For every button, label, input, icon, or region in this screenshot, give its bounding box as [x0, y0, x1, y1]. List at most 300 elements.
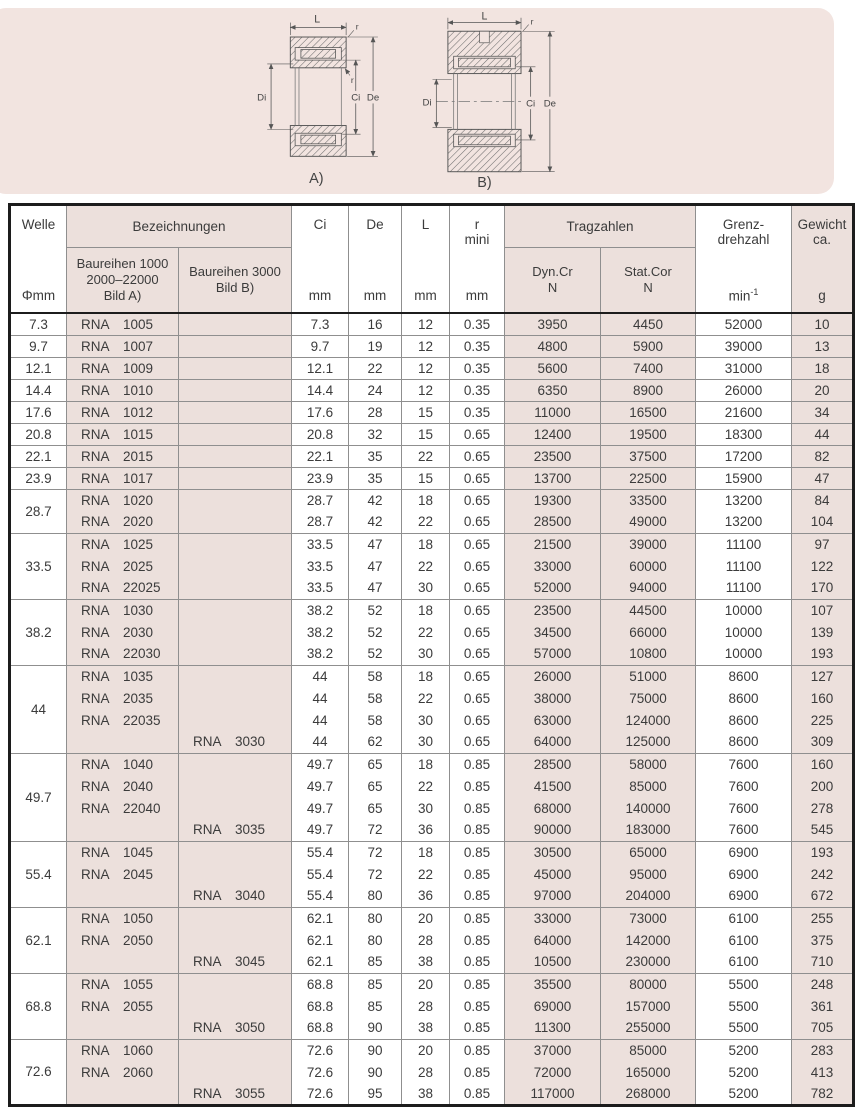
ci-value: 68.8	[292, 1017, 349, 1039]
designation-a	[67, 555, 179, 577]
de-value: 85	[349, 995, 402, 1017]
dyn-load-value: 33000	[505, 907, 601, 929]
designation-b	[179, 665, 292, 687]
designation-number: 1010	[123, 382, 154, 398]
limit-speed-value: 13200	[696, 511, 792, 533]
dyn-load-value: 23500	[505, 599, 601, 621]
designation-a	[67, 1039, 179, 1061]
header-row-1	[10, 205, 854, 248]
de-value: 58	[349, 687, 402, 709]
l-value: 36	[402, 819, 450, 841]
weight-value: 309	[792, 731, 854, 753]
designation-number: 1040	[123, 756, 154, 772]
stat-load-value: 19500	[601, 423, 696, 445]
ci-value: 44	[292, 709, 349, 731]
de-value: 80	[349, 929, 402, 951]
l-value: 18	[402, 665, 450, 687]
r-min-value: 0.35	[450, 357, 505, 379]
dim-label-l-b: L	[481, 12, 488, 23]
limit-speed-value: 11100	[696, 555, 792, 577]
designation-prefix: RNA	[193, 954, 222, 970]
designation-b	[179, 643, 292, 665]
weight-value: 84	[792, 489, 854, 511]
r-min-value: 0.65	[450, 687, 505, 709]
table-row	[10, 379, 854, 401]
welle-value: 14.4	[10, 379, 67, 401]
dyn-load-value: 57000	[505, 643, 601, 665]
designation-prefix: RNA	[81, 382, 110, 398]
l-value: 30	[402, 797, 450, 819]
welle-value: 7.3	[10, 313, 67, 335]
table-row	[10, 401, 854, 423]
designation-a	[67, 577, 179, 599]
weight-value: 200	[792, 775, 854, 797]
dyn-load-value: 68000	[505, 797, 601, 819]
welle-value: 23.9	[10, 467, 67, 489]
designation-number: 2045	[123, 866, 154, 882]
weight-value: 47	[792, 467, 854, 489]
designation-prefix: RNA	[81, 624, 110, 640]
ci-value: 20.8	[292, 423, 349, 445]
table-row	[10, 731, 854, 753]
r-min-value: 0.85	[450, 819, 505, 841]
weight-value: 782	[792, 1083, 854, 1105]
l-value: 30	[402, 577, 450, 599]
l-value: 15	[402, 401, 450, 423]
stat-load-value: 165000	[601, 1061, 696, 1083]
l-value: 22	[402, 775, 450, 797]
limit-speed-value: 6900	[696, 863, 792, 885]
header-welle: Welle Φmm	[10, 205, 67, 314]
r-min-value: 0.35	[450, 313, 505, 335]
de-value: 42	[349, 511, 402, 533]
dyn-load-value: 12400	[505, 423, 601, 445]
designation-number: 3035	[235, 822, 266, 838]
table-row	[10, 423, 854, 445]
designation-number: 3030	[235, 734, 266, 750]
designation-a	[67, 1061, 179, 1083]
designation-a	[67, 533, 179, 555]
designation-prefix: RNA	[193, 822, 222, 838]
table-row	[10, 797, 854, 819]
ci-value: 33.5	[292, 555, 349, 577]
stat-load-value: 33500	[601, 489, 696, 511]
dyn-load-value: 97000	[505, 885, 601, 907]
r-min-value: 0.65	[450, 621, 505, 643]
weight-value: 97	[792, 533, 854, 555]
weight-value: 225	[792, 709, 854, 731]
designation-number: 22030	[123, 646, 161, 662]
dyn-load-value: 28500	[505, 753, 601, 775]
ci-value: 28.7	[292, 489, 349, 511]
table-row	[10, 665, 854, 687]
r-min-value: 0.85	[450, 841, 505, 863]
designation-number: 1012	[123, 404, 154, 420]
limit-speed-value: 6900	[696, 841, 792, 863]
limit-speed-value: 5200	[696, 1061, 792, 1083]
designation-b	[179, 995, 292, 1017]
r-min-value: 0.35	[450, 379, 505, 401]
weight-value: 44	[792, 423, 854, 445]
designation-number: 1050	[123, 910, 154, 926]
designation-b	[179, 951, 292, 973]
designation-prefix: RNA	[81, 1064, 110, 1080]
de-value: 22	[349, 357, 402, 379]
designation-prefix: RNA	[81, 800, 110, 816]
designation-prefix: RNA	[81, 492, 110, 508]
table-row	[10, 1017, 854, 1039]
dyn-load-value: 10500	[505, 951, 601, 973]
ci-value: 9.7	[292, 335, 349, 357]
weight-value: 10	[792, 313, 854, 335]
designation-number: 2035	[123, 690, 154, 706]
stat-load-value: 49000	[601, 511, 696, 533]
l-value: 38	[402, 1083, 450, 1105]
l-value: 28	[402, 995, 450, 1017]
stat-load-value: 39000	[601, 533, 696, 555]
weight-value: 20	[792, 379, 854, 401]
table-row	[10, 313, 854, 335]
de-value: 65	[349, 753, 402, 775]
header-l: L mm	[402, 205, 450, 314]
weight-value: 160	[792, 753, 854, 775]
de-value: 42	[349, 489, 402, 511]
designation-a	[67, 1083, 179, 1105]
dyn-load-value: 11300	[505, 1017, 601, 1039]
designation-a	[67, 467, 179, 489]
designation-number: 2030	[123, 624, 154, 640]
designation-a	[67, 489, 179, 511]
stat-load-value: 5900	[601, 335, 696, 357]
designation-prefix: RNA	[81, 756, 110, 772]
r-min-value: 0.85	[450, 929, 505, 951]
designation-b	[179, 687, 292, 709]
weight-value: 122	[792, 555, 854, 577]
designation-b	[179, 1083, 292, 1105]
designation-b	[179, 819, 292, 841]
r-min-value: 0.85	[450, 907, 505, 929]
l-value: 30	[402, 643, 450, 665]
header-baureihe-b: Baureihen 3000 Bild B)	[179, 247, 292, 313]
welle-value: 49.7	[10, 753, 67, 841]
l-value: 18	[402, 753, 450, 775]
ci-value: 55.4	[292, 841, 349, 863]
designation-b	[179, 401, 292, 423]
designation-b	[179, 1017, 292, 1039]
dim-label-di-b: Di	[422, 97, 432, 109]
stat-load-value: 66000	[601, 621, 696, 643]
table-row	[10, 973, 854, 995]
dyn-load-value: 34500	[505, 621, 601, 643]
dyn-load-value: 45000	[505, 863, 601, 885]
r-min-value: 0.85	[450, 885, 505, 907]
dim-label-de-b: De	[543, 98, 557, 110]
designation-b	[179, 841, 292, 863]
welle-value: 44	[10, 665, 67, 753]
weight-value: 278	[792, 797, 854, 819]
header-dyn-cr: Dyn.Cr N	[505, 247, 601, 313]
l-value: 22	[402, 445, 450, 467]
limit-speed-value: 13200	[696, 489, 792, 511]
stat-load-value: 183000	[601, 819, 696, 841]
welle-value: 12.1	[10, 357, 67, 379]
weight-value: 283	[792, 1039, 854, 1061]
r-min-value: 0.85	[450, 951, 505, 973]
designation-prefix: RNA	[81, 778, 110, 794]
l-value: 20	[402, 1039, 450, 1061]
limit-speed-value: 6900	[696, 885, 792, 907]
stat-load-value: 95000	[601, 863, 696, 885]
limit-speed-value: 8600	[696, 687, 792, 709]
designation-number: 3045	[235, 954, 266, 970]
stat-load-value: 124000	[601, 709, 696, 731]
l-value: 38	[402, 1017, 450, 1039]
dyn-load-value: 4800	[505, 335, 601, 357]
table-row	[10, 951, 854, 973]
de-value: 19	[349, 335, 402, 357]
stat-load-value: 73000	[601, 907, 696, 929]
limit-speed-value: 10000	[696, 621, 792, 643]
ci-value: 38.2	[292, 621, 349, 643]
designation-prefix: RNA	[193, 1085, 222, 1101]
table-row	[10, 1083, 854, 1105]
designation-prefix: RNA	[81, 360, 110, 376]
limit-speed-value: 18300	[696, 423, 792, 445]
limit-speed-value: 6100	[696, 951, 792, 973]
de-value: 65	[349, 775, 402, 797]
de-value: 47	[349, 555, 402, 577]
designation-a	[67, 313, 179, 335]
weight-value: 127	[792, 665, 854, 687]
table-row	[10, 907, 854, 929]
dyn-load-value: 69000	[505, 995, 601, 1017]
designation-number: 1017	[123, 470, 154, 486]
table-row	[10, 599, 854, 621]
designation-number: 1055	[123, 976, 154, 992]
l-value: 28	[402, 929, 450, 951]
designation-a	[67, 995, 179, 1017]
welle-value: 72.6	[10, 1039, 67, 1105]
r-min-value: 0.85	[450, 995, 505, 1017]
table-body	[10, 313, 854, 1105]
designation-number: 1005	[123, 316, 154, 332]
table-row	[10, 489, 854, 511]
limit-speed-value: 17200	[696, 445, 792, 467]
ci-value: 23.9	[292, 467, 349, 489]
header-gewicht: Gewicht ca. g	[792, 205, 854, 314]
designation-b	[179, 533, 292, 555]
weight-value: 139	[792, 621, 854, 643]
dyn-load-value: 38000	[505, 687, 601, 709]
designation-prefix: RNA	[81, 426, 110, 442]
stat-load-value: 51000	[601, 665, 696, 687]
l-value: 38	[402, 951, 450, 973]
stat-load-value: 22500	[601, 467, 696, 489]
ci-value: 44	[292, 665, 349, 687]
designation-a	[67, 687, 179, 709]
r-min-value: 0.65	[450, 731, 505, 753]
dim-label-ci-b: Ci	[526, 98, 536, 110]
weight-value: 361	[792, 995, 854, 1017]
weight-value: 107	[792, 599, 854, 621]
designation-a	[67, 819, 179, 841]
stat-load-value: 37500	[601, 445, 696, 467]
de-value: 90	[349, 1061, 402, 1083]
dim-label-l: L	[314, 13, 321, 26]
designation-number: 22040	[123, 800, 161, 816]
de-value: 35	[349, 445, 402, 467]
weight-value: 255	[792, 907, 854, 929]
weight-value: 193	[792, 841, 854, 863]
l-value: 22	[402, 511, 450, 533]
table-row	[10, 511, 854, 533]
designation-a	[67, 929, 179, 951]
header-r-mini: r mini mm	[450, 205, 505, 314]
dyn-load-value: 35500	[505, 973, 601, 995]
stat-load-value: 230000	[601, 951, 696, 973]
designation-b	[179, 775, 292, 797]
r-min-value: 0.85	[450, 1061, 505, 1083]
dyn-load-value: 28500	[505, 511, 601, 533]
limit-speed-value: 7600	[696, 775, 792, 797]
limit-speed-value: 7600	[696, 753, 792, 775]
l-value: 30	[402, 709, 450, 731]
weight-value: 545	[792, 819, 854, 841]
l-value: 15	[402, 467, 450, 489]
designation-b	[179, 885, 292, 907]
weight-value: 18	[792, 357, 854, 379]
weight-value: 104	[792, 511, 854, 533]
de-value: 65	[349, 797, 402, 819]
bearing-diagram-a	[251, 12, 397, 190]
r-min-value: 0.85	[450, 1083, 505, 1105]
l-value: 18	[402, 599, 450, 621]
stat-load-value: 142000	[601, 929, 696, 951]
designation-prefix: RNA	[81, 998, 110, 1014]
de-value: 16	[349, 313, 402, 335]
dyn-load-value: 37000	[505, 1039, 601, 1061]
welle-value: 17.6	[10, 401, 67, 423]
designation-a	[67, 885, 179, 907]
designation-prefix: RNA	[81, 316, 110, 332]
designation-b	[179, 709, 292, 731]
designation-number: 2060	[123, 1064, 154, 1080]
l-value: 22	[402, 555, 450, 577]
ci-value: 38.2	[292, 599, 349, 621]
designation-a	[67, 797, 179, 819]
table-header	[10, 205, 854, 314]
table-row	[10, 643, 854, 665]
de-value: 47	[349, 577, 402, 599]
limit-speed-value: 39000	[696, 335, 792, 357]
designation-prefix: RNA	[81, 910, 110, 926]
stat-load-value: 10800	[601, 643, 696, 665]
limit-speed-value: 15900	[696, 467, 792, 489]
designation-a	[67, 599, 179, 621]
dyn-load-value: 3950	[505, 313, 601, 335]
bearing-diagram-b	[419, 12, 573, 190]
welle-value: 55.4	[10, 841, 67, 907]
table-row	[10, 1039, 854, 1061]
de-value: 58	[349, 665, 402, 687]
r-min-value: 0.65	[450, 577, 505, 599]
l-value: 20	[402, 907, 450, 929]
stat-load-value: 16500	[601, 401, 696, 423]
de-value: 62	[349, 731, 402, 753]
table-row	[10, 775, 854, 797]
dyn-load-value: 52000	[505, 577, 601, 599]
l-value: 18	[402, 841, 450, 863]
dyn-load-value: 26000	[505, 665, 601, 687]
header-tragzahlen: Tragzahlen	[505, 205, 696, 248]
designation-prefix: RNA	[193, 734, 222, 750]
l-value: 12	[402, 357, 450, 379]
dyn-load-value: 11000	[505, 401, 601, 423]
dim-label-r2: r	[350, 75, 354, 86]
de-value: 90	[349, 1017, 402, 1039]
designation-number: 3040	[235, 888, 266, 904]
designation-a	[67, 621, 179, 643]
dyn-load-value: 41500	[505, 775, 601, 797]
de-value: 80	[349, 907, 402, 929]
r-min-value: 0.85	[450, 973, 505, 995]
welle-value: 20.8	[10, 423, 67, 445]
dyn-load-value: 21500	[505, 533, 601, 555]
stat-load-value: 80000	[601, 973, 696, 995]
designation-a	[67, 511, 179, 533]
weight-value: 672	[792, 885, 854, 907]
designation-b	[179, 907, 292, 929]
ci-value: 72.6	[292, 1061, 349, 1083]
designation-a	[67, 731, 179, 753]
ci-value: 14.4	[292, 379, 349, 401]
stat-load-value: 60000	[601, 555, 696, 577]
designation-number: 2050	[123, 932, 154, 948]
designation-number: 1035	[123, 668, 154, 684]
designation-b	[179, 313, 292, 335]
designation-number: 2015	[123, 448, 154, 464]
limit-speed-value: 26000	[696, 379, 792, 401]
ci-value: 22.1	[292, 445, 349, 467]
limit-speed-value: 31000	[696, 357, 792, 379]
stat-load-value: 75000	[601, 687, 696, 709]
de-value: 35	[349, 467, 402, 489]
weight-value: 193	[792, 643, 854, 665]
designation-prefix: RNA	[193, 888, 222, 904]
designation-b	[179, 445, 292, 467]
designation-number: 3050	[235, 1020, 266, 1036]
l-value: 12	[402, 313, 450, 335]
ci-value: 72.6	[292, 1039, 349, 1061]
de-value: 72	[349, 819, 402, 841]
de-value: 72	[349, 863, 402, 885]
weight-value: 242	[792, 863, 854, 885]
designation-number: 1020	[123, 492, 154, 508]
designation-b	[179, 973, 292, 995]
l-value: 30	[402, 731, 450, 753]
dyn-load-value: 63000	[505, 709, 601, 731]
designation-number: 1045	[123, 844, 154, 860]
l-value: 18	[402, 489, 450, 511]
ci-value: 49.7	[292, 797, 349, 819]
ci-value: 49.7	[292, 775, 349, 797]
limit-speed-value: 5200	[696, 1039, 792, 1061]
l-value: 15	[402, 423, 450, 445]
stat-load-value: 85000	[601, 775, 696, 797]
limit-speed-value: 8600	[696, 731, 792, 753]
de-value: 52	[349, 621, 402, 643]
l-value: 20	[402, 973, 450, 995]
